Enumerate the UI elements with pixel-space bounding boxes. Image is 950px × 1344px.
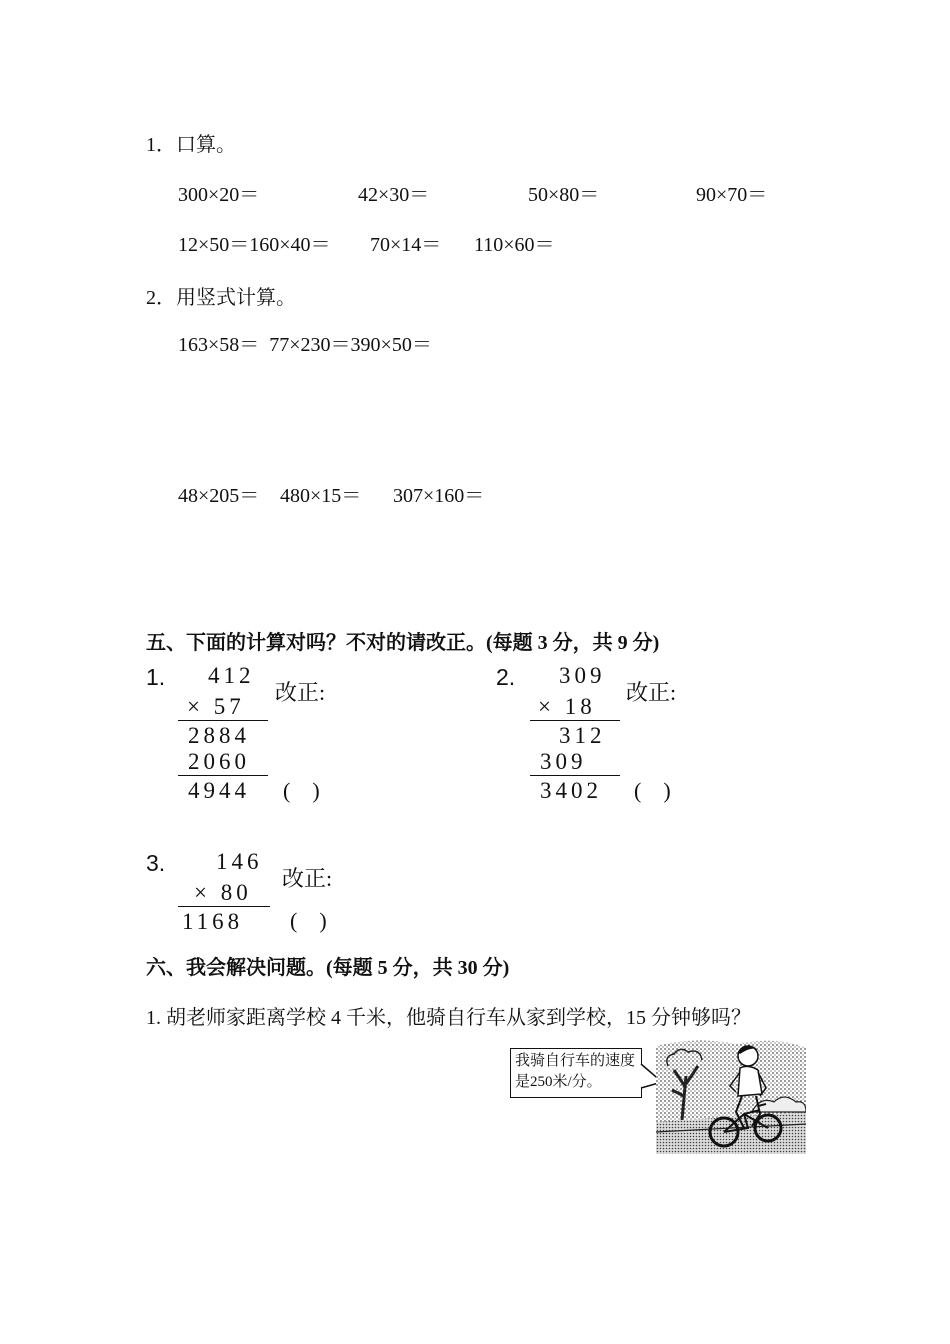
correction-label: 改正: xyxy=(275,680,326,705)
partial-product: 2884 xyxy=(188,723,250,748)
partial-product: 2060 xyxy=(188,749,250,774)
vertical-calc-item: 307×160＝ xyxy=(393,485,485,507)
multiplier: × 57 xyxy=(187,694,245,719)
product: 3402 xyxy=(540,778,602,803)
multiplicand: 309 xyxy=(559,663,606,688)
oral-calc-item: 42×30＝ xyxy=(358,184,430,206)
calc-rule xyxy=(530,720,620,721)
correction-label: 改正: xyxy=(626,680,677,705)
bubble-line: 我骑自行车的速度 xyxy=(515,1053,636,1069)
multiplicand: 412 xyxy=(208,663,255,688)
speech-bubble xyxy=(510,1048,642,1098)
product: 1168 xyxy=(182,909,244,934)
oral-calc-item: 300×20＝ xyxy=(178,184,260,206)
problem-number: 3. xyxy=(146,850,166,876)
calc-rule xyxy=(530,775,620,776)
calc-rule xyxy=(178,720,268,721)
vertical-calc-item: 48×205＝ xyxy=(178,485,260,507)
answer-parentheses[interactable]: ( ) xyxy=(634,778,671,803)
answer-parentheses[interactable]: ( ) xyxy=(290,908,327,933)
word-problem-1: 1. 胡老师家距离学校 4 千米，他骑自行车从家到学校，15 分钟够吗？ xyxy=(146,1007,751,1029)
correction-label: 改正: xyxy=(282,866,333,891)
partial-product: 309 xyxy=(540,749,587,774)
oral-calc-item: 70×14＝ xyxy=(370,234,442,256)
calc-rule xyxy=(178,775,268,776)
multiplier: × 18 xyxy=(538,694,596,719)
oral-calc-item: 12×50＝160×40＝ xyxy=(178,234,331,256)
partial-product: 312 xyxy=(559,723,606,748)
problem-number: 2. xyxy=(496,664,516,690)
oral-calc-item: 90×70＝ xyxy=(696,184,768,206)
product: 4944 xyxy=(188,778,250,803)
boy-on-bicycle-illustration xyxy=(656,1036,806,1154)
multiplicand: 146 xyxy=(216,849,263,874)
bubble-line: 是250米/分。 xyxy=(515,1074,602,1090)
multiplier: × 80 xyxy=(194,880,252,905)
q1-title: 1．口算。 xyxy=(146,134,236,156)
vertical-calc-row: 163×58＝ 77×230＝390×50＝ xyxy=(178,334,432,356)
q2-title: 2．用竖式计算。 xyxy=(146,287,296,309)
section-6-heading: 六、我会解决问题。(每题 5 分，共 30 分) xyxy=(146,957,510,979)
oral-calc-item: 50×80＝ xyxy=(528,184,600,206)
vertical-calc-item: 480×15＝ xyxy=(280,485,362,507)
answer-parentheses[interactable]: ( ) xyxy=(283,778,320,803)
calc-rule xyxy=(178,906,270,907)
problem-number: 1. xyxy=(146,664,166,690)
section-5-heading: 五、下面的计算对吗？不对的请改正。(每题 3 分，共 9 分) xyxy=(146,632,660,654)
oral-calc-item: 110×60＝ xyxy=(474,234,555,256)
